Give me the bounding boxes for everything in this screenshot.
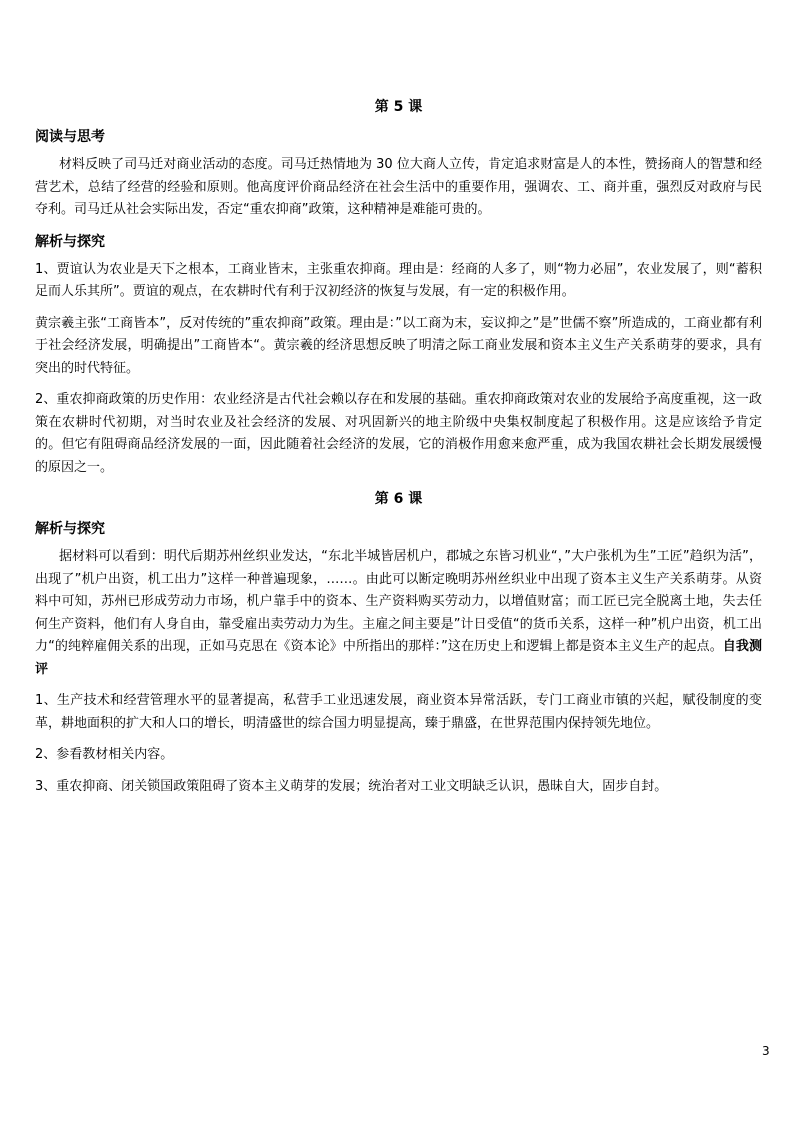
reading-heading: 阅读与思考 [35,129,105,145]
self-test-heading: 自我测评 [35,639,762,677]
analysis-paragraph-1: 1、贾谊认为农业是天下之根本，工商业皆末，主张重农抑商。理由是：经商的人多了，则“物力必屈”，农业发展了，则“蓄积足而人乐其所”。贾谊的观点，在农耕时代有利于汉初经济的恢复与发展，有一定的积极作用。 [35,261,762,299]
analysis-paragraph-2: 黄宗羲主张“工商皆本”，反对传统的”重农抑商”政策。理由是：”以工商为末，妄议抑之”是”世儒不察”所造成的，工商业都有利于社会经济发展，明确提出”工商皆本“。黄宗羲的经济思想反映了明清之际工商业发展和资本主义生产关系萌芽的要求，具有突出的时代特征。 [35,315,762,376]
self-test-paragraph-3: 3、重农抑商、闭关锁国政策阻碍了资本主义萌芽的发展；统治者对工业文明缺乏认识，愚昧自大，固步自封。 [35,778,668,794]
lesson-5-title: 第 5 课 [374,99,423,115]
analysis-paragraph-lesson6-text: 据材料可以看到：明代后期苏州丝织业发达，“东北半城皆居机户，郡城之东皆习机业“，”大户张机为生”工匠”趋织为活”，出现了”机户出资，机工出力”这样一种普遍现象，……。由此可以断定晚明苏州丝织业中出现了资本主义生产关系萌芽。从资料中可知，苏州已形成劳动力市场，机户靠手中的资本、生产资料购买劳动力，以增值财富；而工匠已完全脱离土地，失去任何生产资料，他们有人身自由，靠受雇出卖劳动力为生。主雇之间主要是”计日受值“的货币关系，这样一种”机户出资，机工出力“的纯粹雇佣关系的出现，正如马克思在《资本论》中所指出的那样：”这在历史上和逻辑上都是资本主义生产的起点。 [35,549,762,654]
lesson-6-title: 第 6 课 [374,491,423,507]
analysis-heading-lesson5: 解析与探究 [35,233,105,250]
analysis-paragraph-lesson6 [35,546,762,681]
reading-paragraph: 材料反映了司马迁对商业活动的态度。司马迁热情地为 30 位大商人立传，肯定追求财富是人的本性，赞扬商人的智慧和经营艺术，总结了经营的经验和原则。他高度评价商品经济在社会生活中的重要作用，强调农、工、商并重，强烈反对政府与民夺利。司马迁从社会实际出发，否定“重农抑商”政策，这种精神是难能可贵的。 [35,157,762,217]
analysis-paragraph-3: 2、重农抑商政策的历史作用：农业经济是古代社会赖以存在和发展的基础。重农抑商政策对农业的发展给予高度重视，这一政策在农耕时代初期，对当时农业及社会经济的发展、对巩固新兴的地主阶级中央集权制度起了积极作用。这是应该给予肯定的。但它有阻碍商品经济发展的一面，因此随着社会经济的发展，它的消极作用愈来愈严重，成为我国农耕社会长期发展缓慢的原因之一。 [35,392,762,475]
self-test-paragraph-1: 1、生产技术和经营管理水平的显著提高，私营手工业迅速发展，商业资本异常活跃，专门工商业市镇的兴起，赋役制度的变革，耕地面积的扩大和人口的增长，明清盛世的综合国力明显提高，臻于鼎盛，在世界范围内保持领先地位。 [35,693,762,731]
self-test-paragraph-2: 2、参看教材相关内容。 [35,747,174,762]
analysis-heading-lesson6: 解析与探究 [35,521,105,537]
page-number: 3 [762,1044,770,1058]
document-page [35,96,762,807]
